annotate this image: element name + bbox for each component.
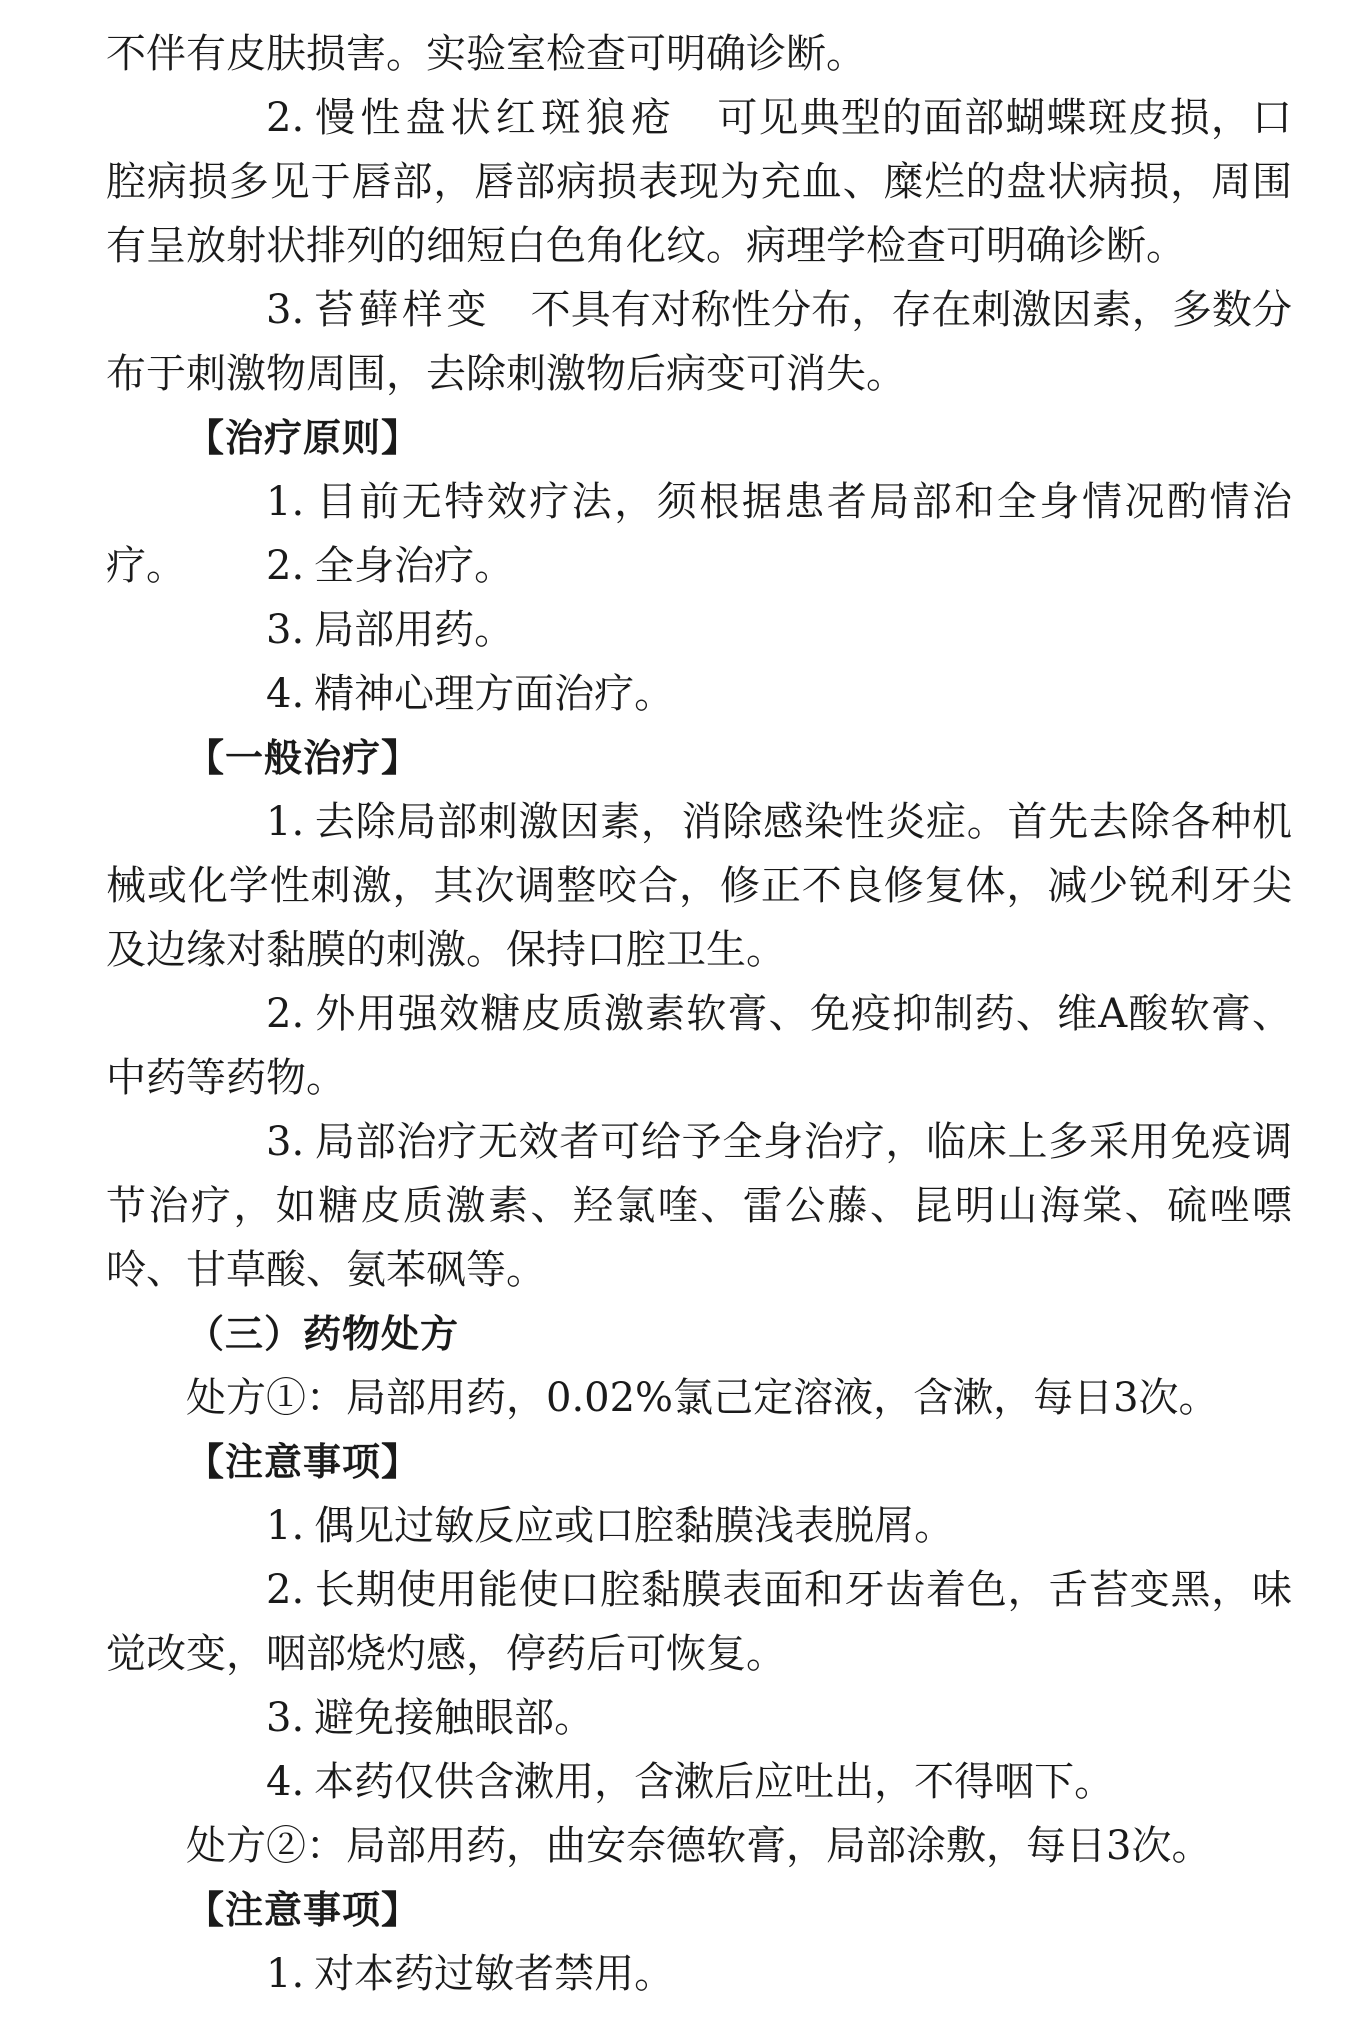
paragraph-text: 去除局部刺激因素，消除感染性炎症。首先去除各种机械或化学性刺激，其次调整咬合，修正不良修复体，减少锐利牙尖及边缘对黏膜的刺激。保持口腔卫生。	[106, 799, 1292, 973]
paragraph-text: 本药仅供含漱用，含漱后应吐出，不得咽下。	[314, 1759, 1115, 1805]
section-heading-precautions-1: 【注意事项】	[186, 1440, 421, 1484]
item-number: 3.	[266, 287, 305, 333]
list-item-general-3	[106, 1110, 1292, 1302]
item-number: 3.	[266, 1119, 305, 1165]
list-item-general-1	[106, 790, 1292, 982]
item-number: 2.	[266, 991, 305, 1037]
item-number: 1.	[266, 1503, 305, 1549]
paragraph-text: 目前无特效疗法，须根据患者局部和全身情况酌情治疗。	[106, 479, 1292, 589]
list-item-principle-2	[106, 534, 1292, 598]
item-number: 4.	[266, 1759, 305, 1805]
paragraph-text: 不伴有皮肤损害。实验室检查可明确诊断。	[106, 31, 866, 77]
paragraph-text: 不具有对称性分布，存在刺激因素，多数分布于刺激物周围，去除刺激物后病变可消失。	[106, 287, 1293, 397]
list-item-precaution-3	[106, 1686, 1292, 1750]
item-lead-term: 慢性盘状红斑狼疮	[314, 95, 677, 141]
section-heading-precautions-2: 【注意事项】	[186, 1888, 421, 1932]
item-number: 1.	[266, 479, 305, 525]
paragraph-text: 可见典型的面部蝴蝶斑皮损，口腔病损多见于唇部，唇部病损表现为充血、糜烂的盘状病损，周围有呈放射状排列的细短白色角化纹。病理学检查可明确诊断。	[106, 95, 1293, 269]
section-heading-prescriptions: （三）药物处方	[186, 1312, 460, 1356]
paragraph-differential-2	[106, 86, 1292, 278]
paragraph-text: 避免接触眼部。	[314, 1695, 595, 1741]
paragraph-text: 局部治疗无效者可给予全身治疗，临床上多采用免疫调节治疗，如糖皮质激素、羟氯喹、雷公藤、昆明山海棠、硫唑嘌呤、甘草酸、氨苯砜等。	[106, 1119, 1292, 1293]
paragraph-text: 精神心理方面治疗。	[314, 671, 675, 717]
paragraph-text: 外用强效糖皮质激素软膏、免疫抑制药、维A酸软膏、中药等药物。	[106, 991, 1292, 1101]
paragraph-text: 全身治疗。	[314, 543, 515, 589]
section-heading-treatment-principles: 【治疗原则】	[186, 416, 421, 460]
item-lead-term: 苔藓样变	[314, 287, 491, 333]
item-number: 2.	[266, 1567, 305, 1613]
item-number: 3.	[266, 607, 305, 653]
paragraph-text: 对本药过敏者禁用。	[314, 1951, 675, 1997]
list-item-principle-3	[106, 598, 1292, 662]
list-item-precaution-4	[106, 1750, 1292, 1814]
list-item-precaution-1	[106, 1494, 1292, 1558]
list-item-precaution-2-1	[106, 1942, 1292, 2006]
item-number: 1.	[266, 1951, 305, 1997]
paragraph-text: 局部用药。	[314, 607, 515, 653]
paragraph-text: 处方②：局部用药，曲安奈德软膏，局部涂敷，每日3次。	[186, 1823, 1212, 1869]
item-number: 4.	[266, 671, 305, 717]
item-number: 1.	[266, 799, 305, 845]
paragraph-text: 处方①：局部用药，0.02%氯己定溶液，含漱，每日3次。	[186, 1375, 1219, 1421]
paragraph-text: 长期使用能使口腔黏膜表面和牙齿着色，舌苔变黑，味觉改变，咽部烧灼感，停药后可恢复。	[106, 1567, 1292, 1677]
list-item-general-2	[106, 982, 1292, 1110]
list-item-precaution-2	[106, 1558, 1292, 1686]
item-number: 3.	[266, 1695, 305, 1741]
prescription-2	[106, 1814, 1292, 1878]
section-heading-general-treatment: 【一般治疗】	[186, 736, 421, 780]
item-number: 2.	[266, 543, 305, 589]
paragraph-text: 偶见过敏反应或口腔黏膜浅表脱屑。	[314, 1503, 955, 1549]
paragraph-continued	[106, 22, 1292, 86]
item-number: 2.	[266, 95, 305, 141]
prescription-1	[106, 1366, 1292, 1430]
paragraph-differential-3	[106, 278, 1292, 406]
list-item-principle-4	[106, 662, 1292, 726]
